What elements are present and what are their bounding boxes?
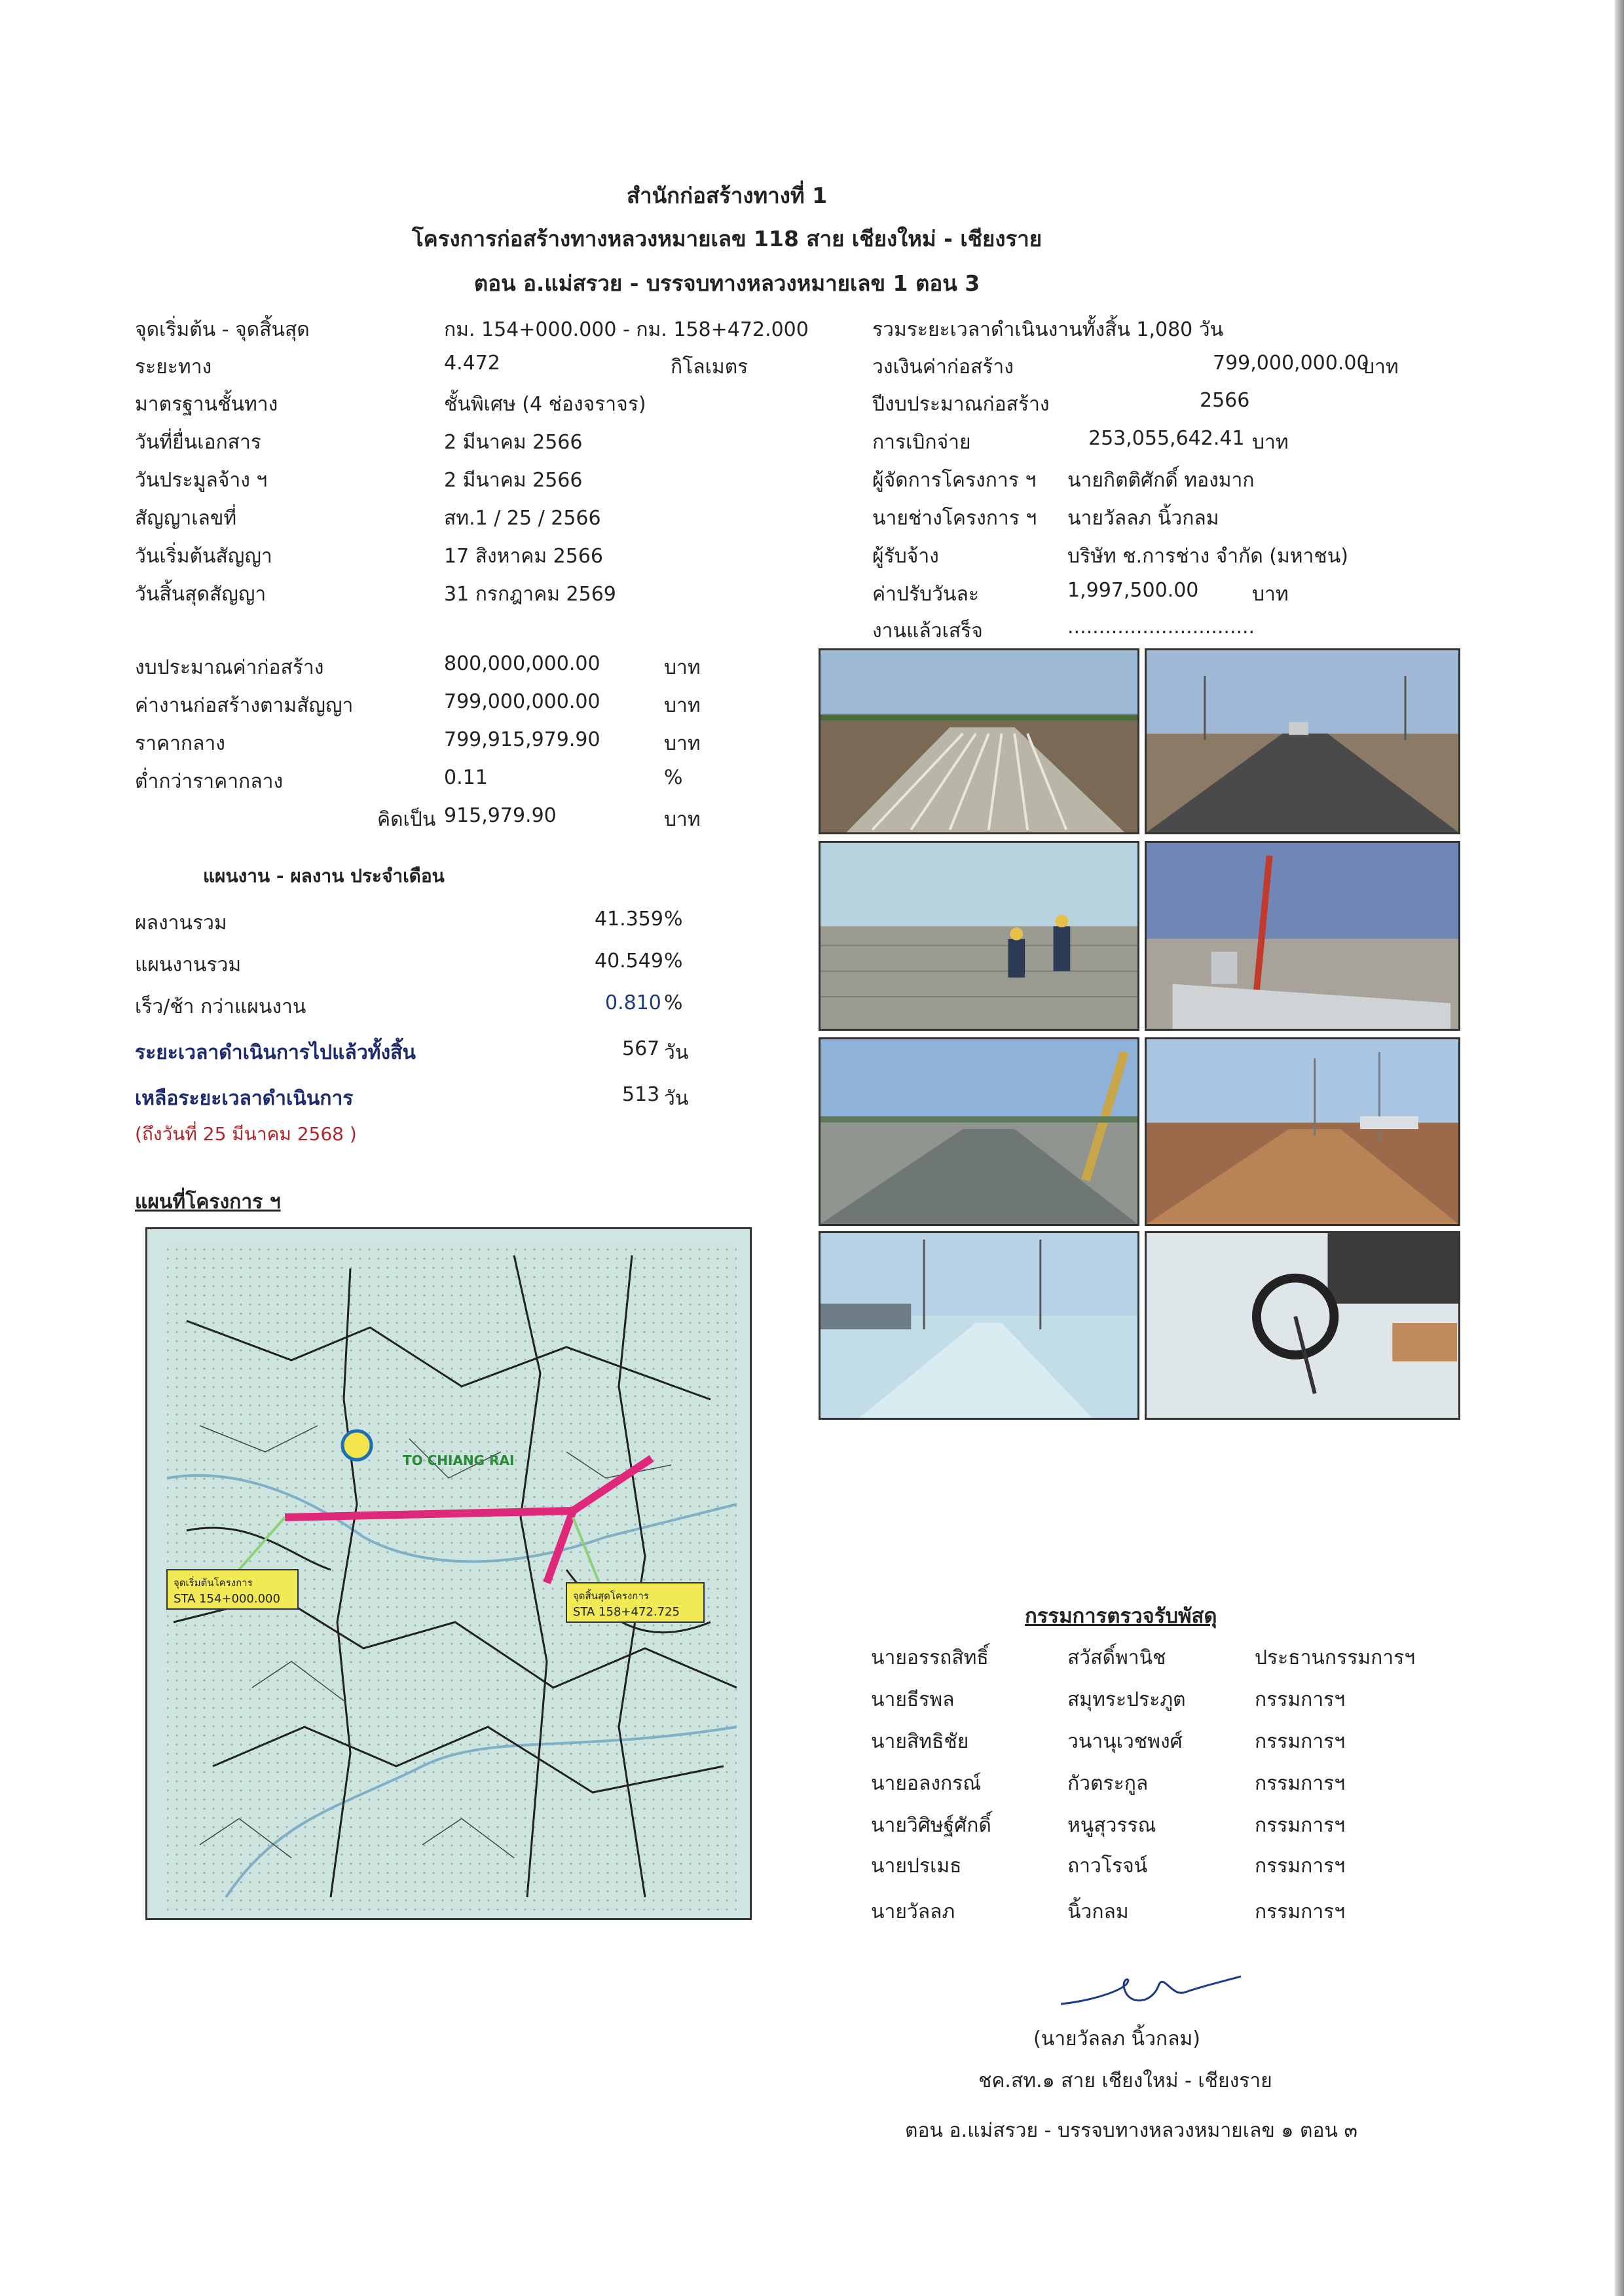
- member-role: กรรมการฯ: [1255, 1900, 1346, 1923]
- progress-label: เหลือระยะเวลาดำเนินการ: [135, 1087, 354, 1110]
- info-label: วันที่ยื่นเอกสาร: [135, 431, 261, 454]
- budget-label: งบประมาณค่าก่อสร้าง: [135, 656, 324, 679]
- info-label: นายช่างโครงการ ฯ: [872, 507, 1037, 530]
- info-value: 2566: [1200, 389, 1250, 412]
- member-last-name: ถาวโรจน์: [1067, 1855, 1148, 1878]
- info-label: วันสิ้นสุดสัญญา: [135, 583, 267, 606]
- progress-label: ระยะเวลาดำเนินการไปแล้วทั้งสิ้น: [135, 1041, 416, 1064]
- info-label: ระยะทาง: [135, 356, 212, 379]
- header-line-2: โครงการก่อสร้างทางหลวงหมายเลข 118 สาย เชียงใหม่ - เชียงราย: [411, 226, 1043, 251]
- member-last-name: นิ้วกลม: [1067, 1900, 1129, 1923]
- progress-heading: แผนงาน - ผลงาน ประจำเดือน: [203, 865, 445, 887]
- progress-unit: วัน: [664, 1041, 689, 1064]
- signature-position: ชค.สท.๑ สาย เชียงใหม่ - เชียงราย: [978, 2069, 1272, 2092]
- construction-photo: [1145, 1037, 1460, 1226]
- progress-value: 41.359: [595, 908, 663, 931]
- scan-edge: [1615, 0, 1624, 2296]
- member-last-name: หนูสุวรรณ: [1067, 1814, 1156, 1837]
- info-value: 2 มีนาคม 2566: [444, 431, 583, 454]
- progress-as-of: (ถึงวันที่ 25 มีนาคม 2568 ): [135, 1123, 357, 1145]
- budget-label: ราคากลาง: [135, 732, 225, 755]
- signature-scribble: [1054, 1965, 1251, 2017]
- construction-photo: [1145, 1231, 1460, 1420]
- header-line-3: ตอน อ.แม่สรวย - บรรจบทางหลวงหมายเลข 1 ตอน 3: [473, 270, 980, 296]
- info-unit: กิโลเมตร: [671, 356, 748, 379]
- construction-photo: [1145, 648, 1460, 834]
- budget-summary-value: 915,979.90: [444, 804, 557, 827]
- header-line-1: สำนักก่อสร้างทางที่ 1: [626, 183, 828, 208]
- progress-label: แผนงานรวม: [135, 954, 242, 976]
- progress-unit: %: [664, 991, 683, 1014]
- progress-value: 513: [622, 1083, 660, 1106]
- member-first-name: นายอรรถสิทธิ์: [871, 1646, 989, 1669]
- budget-value: 799,000,000.00: [444, 690, 600, 713]
- info-label: วันประมูลจ้าง ฯ: [135, 469, 268, 492]
- member-last-name: วนานุเวชพงศ์: [1067, 1730, 1183, 1753]
- info-label: ผู้จัดการโครงการ ฯ: [872, 469, 1037, 492]
- member-first-name: นายวิศิษฐ์ศักดิ์: [871, 1814, 991, 1837]
- progress-unit: %: [664, 950, 683, 972]
- member-role: กรรมการฯ: [1255, 1730, 1346, 1753]
- signature-section: ตอน อ.แม่สรวย - บรรจบทางหลวงหมายเลข ๑ ตอน ๓: [905, 2119, 1358, 2142]
- info-value: ..............................: [1067, 616, 1255, 639]
- budget-label: ต่ำกว่าราคากลาง: [135, 770, 284, 793]
- info-label: สัญญาเลขที่: [135, 507, 237, 530]
- info-label: ผู้รับจ้าง: [872, 545, 939, 568]
- info-value: 31 กรกฎาคม 2569: [444, 583, 616, 606]
- info-value: 4.472: [444, 352, 500, 375]
- budget-value: 799,915,979.90: [444, 728, 600, 751]
- progress-unit: วัน: [664, 1087, 689, 1110]
- member-first-name: นายธีรพล: [871, 1688, 955, 1711]
- info-value: 17 สิงหาคม 2566: [444, 545, 604, 568]
- info-value: 1,997,500.00: [1067, 579, 1199, 602]
- info-value: 799,000,000.00: [1213, 352, 1369, 375]
- info-label: ค่าปรับวันละ: [872, 583, 979, 606]
- info-label: งานแล้วเสร็จ: [872, 620, 983, 642]
- construction-photo: [1145, 841, 1460, 1031]
- budget-unit: %: [664, 766, 683, 789]
- member-first-name: นายอลงกรณ์: [871, 1772, 982, 1795]
- info-label: รวมระยะเวลาดำเนินงานทั้งสิ้น 1,080 วัน: [872, 318, 1224, 341]
- construction-photo: [819, 1037, 1139, 1226]
- map-graphic: [147, 1229, 752, 1920]
- info-label: วงเงินค่าก่อสร้าง: [872, 356, 1014, 379]
- info-label: จุดเริ่มต้น - จุดสิ้นสุด: [135, 318, 310, 341]
- budget-value: 800,000,000.00: [444, 652, 600, 675]
- construction-photo: [819, 1231, 1139, 1420]
- info-value: สท.1 / 25 / 2566: [444, 507, 601, 530]
- info-unit: บาท: [1252, 583, 1289, 606]
- progress-value: 567: [622, 1037, 660, 1060]
- member-last-name: กัวตระกูล: [1067, 1772, 1149, 1795]
- progress-unit: %: [664, 908, 683, 931]
- construction-photo: [819, 841, 1139, 1031]
- info-label: มาตรฐานชั้นทาง: [135, 393, 278, 416]
- member-role: กรรมการฯ: [1255, 1688, 1346, 1711]
- info-value: 253,055,642.41: [1088, 427, 1245, 450]
- construction-photo: [819, 648, 1139, 834]
- project-map: [145, 1227, 752, 1920]
- info-value: บริษัท ช.การช่าง จำกัด (มหาชน): [1067, 545, 1348, 568]
- member-first-name: นายสิทธิชัย: [871, 1730, 969, 1753]
- member-last-name: สมุทระประภูต: [1067, 1688, 1186, 1711]
- map-start-tag-line2: STA 154+000.000: [174, 1592, 280, 1606]
- member-role: กรรมการฯ: [1255, 1814, 1346, 1837]
- budget-summary-label: คิดเป็น: [377, 808, 436, 831]
- signature-name: (นายวัลลภ นิ้วกลม): [1033, 2028, 1200, 2050]
- info-value: ชั้นพิเศษ (4 ช่องจราจร): [444, 393, 646, 416]
- member-first-name: นายวัลลภ: [871, 1900, 955, 1923]
- map-end-tag-line1: จุดสิ้นสุดโครงการ: [573, 1590, 649, 1602]
- budget-value: 0.11: [444, 766, 488, 789]
- budget-unit: บาท: [664, 656, 701, 679]
- progress-value: 40.549: [595, 950, 663, 972]
- info-value: นายกิตติศักดิ์ ทองมาก: [1067, 469, 1255, 492]
- map-label-direction: TO CHIANG RAI: [403, 1453, 515, 1468]
- map-end-tag-line2: STA 158+472.725: [573, 1605, 680, 1619]
- info-label: ปีงบประมาณก่อสร้าง: [872, 393, 1050, 416]
- member-role: ประธานกรรมการฯ: [1255, 1646, 1416, 1669]
- budget-label: ค่างานก่อสร้างตามสัญญา: [135, 694, 354, 717]
- progress-label: ผลงานรวม: [135, 912, 227, 935]
- info-unit: บาท: [1252, 431, 1289, 454]
- member-first-name: นายปรเมธ: [871, 1855, 962, 1878]
- committee-heading: กรรมการตรวจรับพัสดุ: [1025, 1604, 1217, 1628]
- budget-summary-unit: บาท: [664, 808, 701, 831]
- info-unit: บาท: [1362, 356, 1399, 379]
- map-heading: แผนที่โครงการ ฯ: [135, 1191, 281, 1213]
- info-label: วันเริ่มต้นสัญญา: [135, 545, 272, 568]
- info-label: การเบิกจ่าย: [872, 431, 971, 454]
- progress-label: เร็ว/ช้า กว่าแผนงาน: [135, 995, 306, 1018]
- member-last-name: สวัสดิ์พานิช: [1067, 1646, 1166, 1669]
- member-role: กรรมการฯ: [1255, 1855, 1346, 1878]
- member-role: กรรมการฯ: [1255, 1772, 1346, 1795]
- map-start-tag-line1: จุดเริ่มต้นโครงการ: [174, 1577, 253, 1589]
- info-value: 2 มีนาคม 2566: [444, 469, 583, 492]
- info-value: กม. 154+000.000 - กม. 158+472.000: [444, 318, 809, 341]
- info-value: นายวัลลภ นิ้วกลม: [1067, 507, 1219, 530]
- budget-unit: บาท: [664, 694, 701, 717]
- budget-unit: บาท: [664, 732, 701, 755]
- progress-value: 0.810: [605, 991, 661, 1014]
